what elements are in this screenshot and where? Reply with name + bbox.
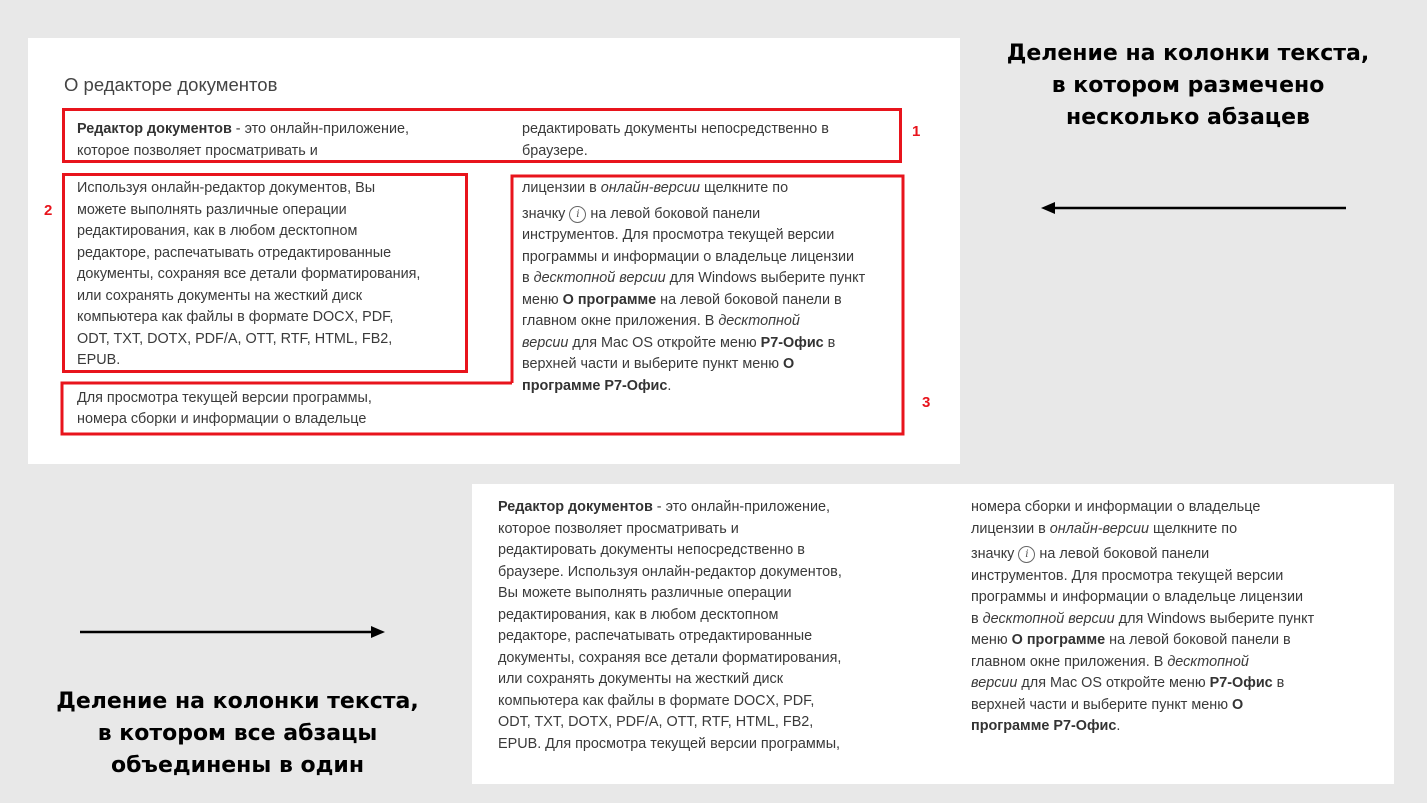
- caption-bottom-left: Деление на колонки текста, в котором все абзацы объединены в один: [56, 689, 419, 778]
- text-line: инструментов. Для просмотра текущей версии: [522, 227, 835, 243]
- text-line: редактировать документы непосредственно в: [522, 121, 829, 137]
- text-line: документы, сохраняя все детали форматирования,: [498, 649, 842, 666]
- text-line: компьютера как файлы в формате DOCX, PDF,: [498, 692, 815, 709]
- text-line: ODT, TXT, DOTX, PDF/A, OTT, RTF, HTML, FB2,: [498, 714, 814, 730]
- paragraph-box-3: [62, 176, 903, 434]
- text-line: программы и информации о владельце лицензии: [971, 589, 1304, 605]
- text-line: Редактор документов - это онлайн-приложение,: [498, 499, 831, 515]
- bottom-right-column: [971, 497, 1381, 738]
- text-line: верхней части и выберите пункт меню О: [971, 696, 1244, 713]
- text-line: компьютера как файлы в формате DOCX, PDF,: [77, 309, 394, 325]
- text-line: можете выполнять различные операции: [77, 201, 347, 218]
- text-line: лицензии в онлайн-версии щелкните по: [971, 520, 1238, 537]
- text-line: редактирования, как в любом десктопном: [77, 223, 358, 239]
- info-icon: i: [569, 206, 586, 223]
- bottom-left-column: [498, 497, 928, 755]
- marker-2: 2: [44, 202, 53, 219]
- text-line: в десктопной версии для Windows выберите пункт: [522, 270, 866, 286]
- text-line: инструментов. Для просмотра текущей версии: [971, 567, 1284, 584]
- text-line: документы, сохраняя все детали форматирования,: [77, 266, 421, 282]
- text-line: EPUB.: [77, 352, 121, 368]
- text-line: главном окне приложения. В десктопной: [971, 653, 1249, 670]
- text-line: ODT, TXT, DOTX, PDF/A, OTT, RTF, HTML, FB2,: [77, 330, 393, 347]
- caption-top-right: Деление на колонки текста, в котором размечено несколько абзацев: [1006, 41, 1370, 130]
- text-line: Используя онлайн-редактор документов, Вы: [77, 180, 376, 196]
- text-line: лицензии в онлайн-версии щелкните по: [522, 180, 789, 196]
- info-icon: i: [1018, 546, 1035, 563]
- text-line: редактировать документы непосредственно в: [498, 542, 805, 558]
- text-line: в десктопной версии для Windows выберите пункт: [971, 610, 1315, 627]
- text-line: программе Р7-Офис.: [522, 377, 672, 394]
- text-line: браузере.: [522, 142, 588, 159]
- text-line: меню О программе на левой боковой панели в: [971, 632, 1291, 648]
- marker-3: 3: [922, 394, 931, 411]
- text-line: версии для Mac OS откройте меню Р7-Офис в: [522, 334, 836, 351]
- text-line: номера сборки и информации о владельце: [77, 411, 367, 427]
- text-line: версии для Mac OS откройте меню Р7-Офис в: [971, 675, 1285, 691]
- text-line: редактирования, как в любом десктопном: [498, 606, 779, 623]
- text-line: значку i на левой боковой панели: [971, 546, 1210, 562]
- text-line: которое позволяет просматривать и: [498, 520, 739, 537]
- text-line: номера сборки и информации о владельце: [971, 499, 1261, 515]
- page-title: О редакторе документов: [64, 74, 278, 95]
- text-line: редакторе, распечатывать отредактированные: [498, 628, 813, 644]
- text-line: главном окне приложения. В десктопной: [522, 313, 800, 329]
- text-line: Вы можете выполнять различные операции: [498, 585, 792, 601]
- text-line: значку i на левой боковой панели: [522, 205, 761, 222]
- text-line: EPUB. Для просмотра текущей версии программы,: [498, 735, 841, 752]
- text-line: редакторе, распечатывать отредактированные: [77, 244, 392, 261]
- text-line: программы и информации о владельце лицензии: [522, 248, 855, 265]
- text-line: Для просмотра текущей версии программы,: [77, 389, 372, 406]
- text-line: или сохранять документы на жесткий диск: [77, 287, 363, 304]
- text-line: Редактор документов - это онлайн-приложение,: [77, 121, 410, 137]
- text-line: программе Р7-Офис.: [971, 718, 1121, 734]
- text-line: браузере. Используя онлайн-редактор документов,: [498, 563, 842, 580]
- text-line: или сохранять документы на жесткий диск: [498, 671, 784, 687]
- arrow-right-icon: [80, 626, 385, 638]
- arrow-left-icon: [1041, 202, 1346, 214]
- text-line: верхней части и выберите пункт меню О: [522, 356, 795, 372]
- text-line: которое позволяет просматривать и: [77, 142, 318, 159]
- marker-1: 1: [912, 123, 921, 140]
- text-line: меню О программе на левой боковой панели в: [522, 291, 842, 308]
